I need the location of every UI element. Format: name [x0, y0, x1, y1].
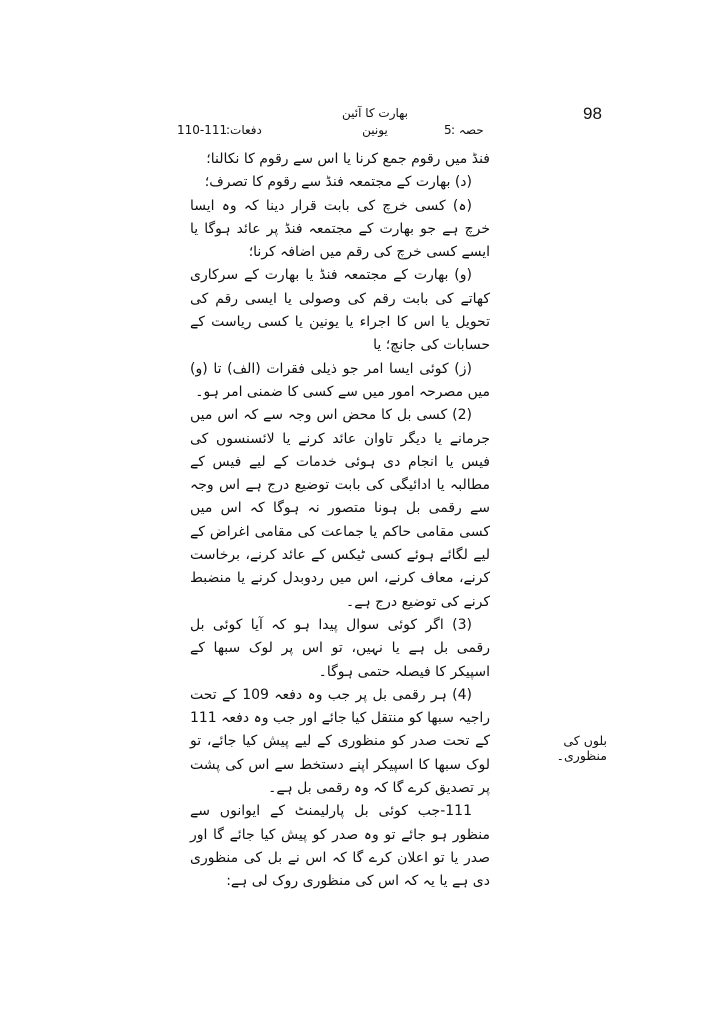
sub-clause-2: (2) کسی بل کا محض اس وجہ سے کہ اس میں جرمانے یا دیگر تاوان عائد کرنے یا لائسنسوں کی فیس یا انجام دی ہوئی خدمات کے لیے فیس کے مطالبہ یا ادائیگی کی بابت توضیع درج ہے اس وجہ سے رقمی بل ہونا متصور نہ ہوگا کہ اس میں کسی مقامی حاکم یا جماعت کی مقامی اغراض کے لیے لگائے ہوئے کسی ٹیکس کے عائد کرنے، برخاست کرنے، معاف کرنے، اس میں ردوبدل کرنے یا منضبط کرنے کی توضیع درج ہے۔ — [190, 407, 490, 610]
clause-h: (ہ) کسی خرچ کی بابت قرار دینا کہ وہ ایسا خرچ ہے جو بھارت کے مجتمعہ فنڈ پر عائد ہوگا یا ایسے کسی خرچ کی رقم میں اضافہ کرنا؛ — [190, 197, 490, 261]
clause-d: (د) بھارت کے مجتمعہ فنڈ سے رقوم کا تصرف؛ — [204, 174, 472, 191]
clause-w: (و) بھارت کے مجتمعہ فنڈ یا بھارت کے سرکاری کھاتے کی بابت رقم کی وصولی یا ایسی رقم کی تحویل یا اس کا اجراء یا یونین یا کسی ریاست کے حسابات کی جانچ؛ یا — [190, 267, 490, 354]
article-111: 111-جب کوئی بل پارلیمنٹ کے ایوانوں سے منظور ہو جائے تو وہ صدر کو پیش کیا جائے گا اور صدر یا تو اعلان کرے گا کہ اس نے بل کی منظوری دی ہے یا یہ کہ اس کی منظوری روک لی ہے: — [190, 803, 490, 890]
margin-note: بلوں کی منظوری۔ — [556, 733, 607, 763]
running-part-label: حصہ : — [451, 123, 484, 137]
running-part-number: 5 — [444, 123, 452, 137]
running-articles-range: 110-111 — [177, 123, 228, 137]
running-articles-label: دفعات: — [226, 123, 262, 137]
body-text — [190, 148, 490, 894]
running-title: بھارت کا آئین — [341, 106, 409, 120]
paragraph-continuation: فنڈ میں رقوم جمع کرنا یا اس سے رقوم کا نکالنا؛ — [206, 151, 490, 167]
running-part-name: یونین — [362, 123, 388, 137]
clause-z: (ز) کوئی ایسا امر جو ذیلی فقرات (الف) تا (و) میں مصرحہ امور میں سے کسی کا ضمنی امر ہو۔ — [190, 360, 490, 400]
page-number: 98 — [583, 104, 602, 123]
sub-clause-3: (3) اگر کوئی سوال پیدا ہو کہ آیا کوئی بل رقمی بل ہے یا نہیں، تو اس پر لوک سبھا کے اسپیکر کا فیصلہ حتمی ہوگا۔ — [190, 616, 490, 680]
sub-clause-4: (4) ہر رقمی بل پر جب وہ دفعہ 109 کے تحت راجیہ سبھا کو منتقل کیا جائے اور جب وہ دفعہ 111 کے تحت صدر کو منظوری کے لیے پیش کیا جائے، تو لوک سبھا کا اسپیکر اپنے دستخط سے اس کی پشت پر تصدیق کرے گا کہ وہ رقمی بل ہے۔ — [189, 686, 490, 797]
